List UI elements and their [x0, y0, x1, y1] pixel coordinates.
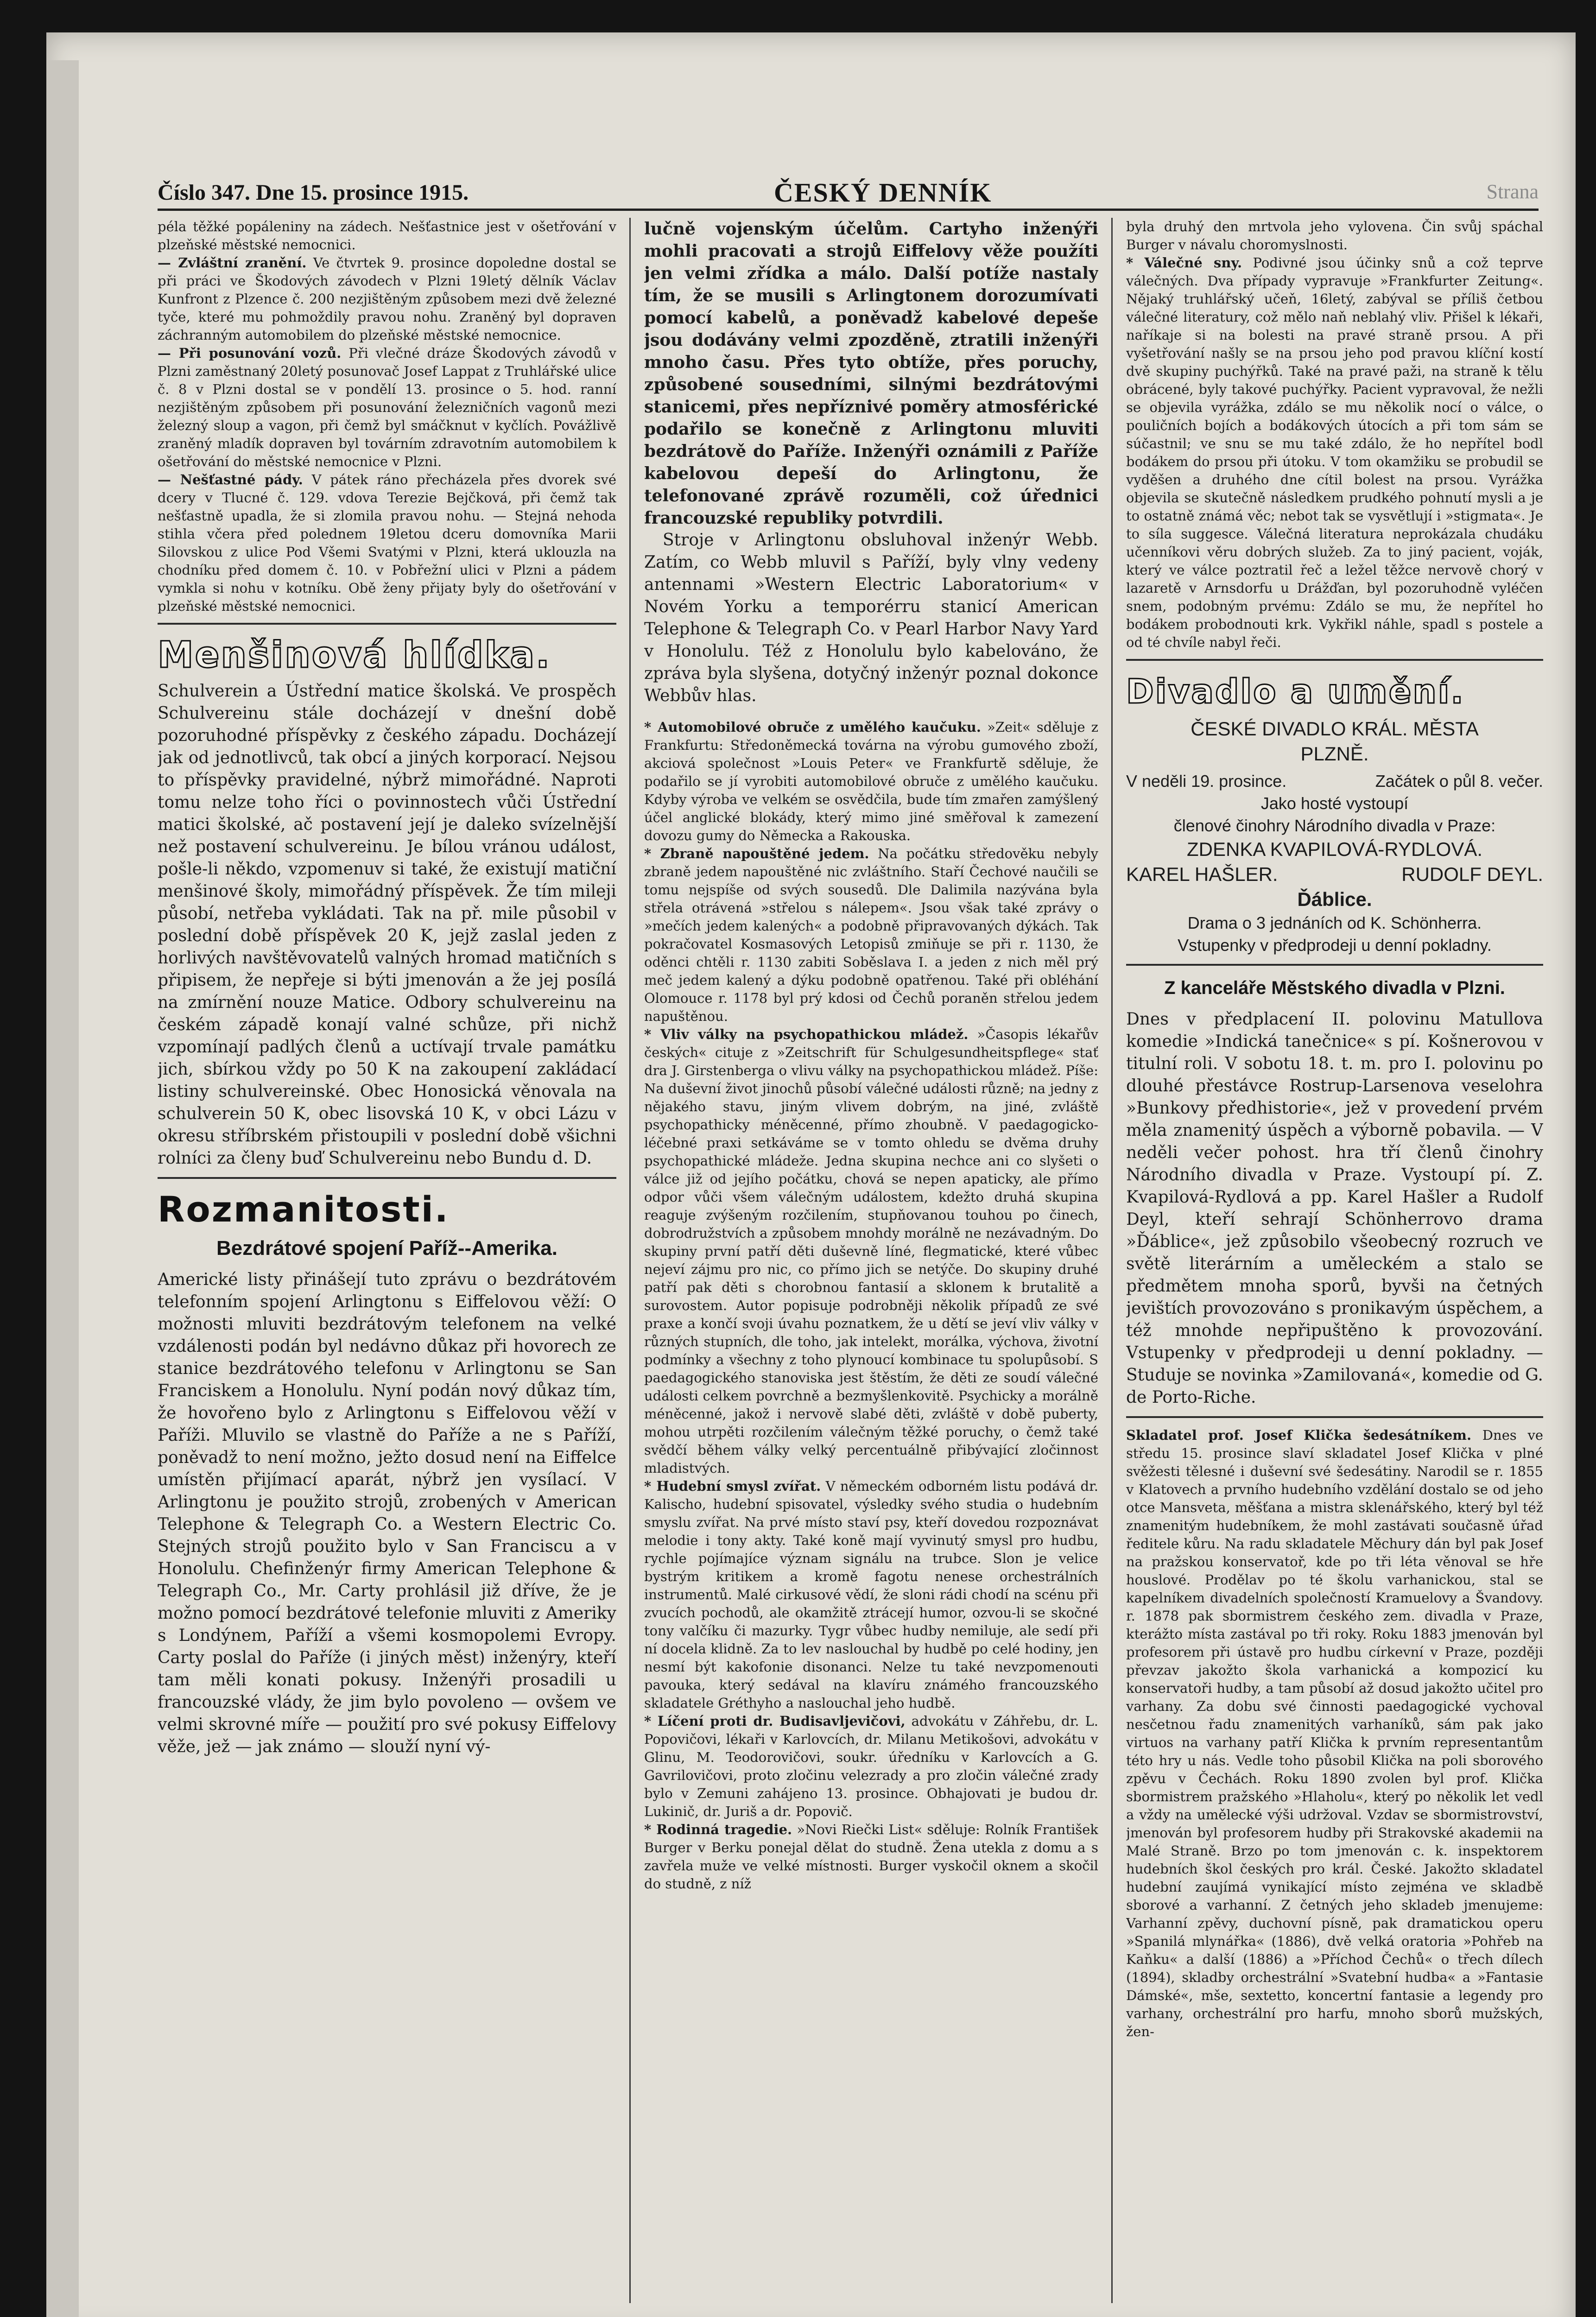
article-continuation: byla druhý den mrtvola jeho vylovena. Čin svůj spáchal Burger v návalu choromyslnosti. [1126, 219, 1543, 253]
article-body: Na počátku středověku nebyly zbraně jedem napouštěné nic zvláštního. Staří Čechové naučili se tomu nejspíše od svých sousedů. Dle Dalimila nazývána byla střela otrávená »střelou s nálepem«. Jsou však také zprávy o »mečích jedem kalených« a podobně připravovaných dýkách. Tak pokračovatel Kosmasových Letopisů zmiňuje se při r. 1130, že oděnci chtěli r. 1130 zabiti Soběslava I. a jeden z nich měl prý meč jedem kalený a dýku podobně opatřenou. Také při obléhání Olomouce r. 1178 byl prý kdosi od Čechů poraněn střelou jedem napuštěnou. [644, 846, 1098, 1024]
performance-when [1126, 770, 1543, 792]
article-title: * Zbraně napouštěné jedem. [644, 846, 869, 861]
column-2 [644, 218, 1098, 2308]
performance-start: Začátek o půl 8. večer. [1375, 772, 1543, 791]
article-title: * Rodinná tragedie. [644, 1822, 792, 1837]
article-jedem [644, 845, 1098, 1026]
article-sny [1126, 254, 1543, 652]
article-body: »Časopis lékařův českých« cituje z »Zeitschrift für Schulgesundheitspflege« stať dra J. Girstenberga o vlivu války na psychopathickou mládež. Píše: Na duševní život jinochů působí válečné události různě; na jedny z nějakého stavu, jiným vlivem dobrým, na jiné, zvláště psychopathicky méněcenné, přímo zhoubně. V paedagogicko-léčebné praxi setkáváme se v tomto ohledu se dvěma druhy psychopathické mládeže. Jedna skupina nechce ani co slyšeti o válce již od jejího počátku, chová se nepen apaticky, ale přímo odpor vůči všem válečným událostem, kdežto druhá skupina reaguje zvýšeným rozčilením, stupňovanou touhou po činech, dobrodružstvích a způsobem mnohdy morálně ne nezávadným. Do skupiny první patří děti duševně líné, flegmatické, které vůbec nejeví zájmu pro nic, co přímo jich se netýče. Do skupiny druhé patří pak děti s chorobnou fantasií a sklonem k brutalitě a surovostem. Autor popisuje podrobněji několik případů ze své praxe a končí svoji úvahu poznatkem, že u dětí se jeví vliv války v různých stupních, dle toho, jak intelekt, morálka, výchova, životní podmínky a všechny z toho plynoucí kombinace tu spolupůsobí. S paedagogického stanoviska jest štěstím, že děti ze soudí válečné události celkem povrchně a bezmyšlenkovitě. Psychicky a morálně méněcenné, jakož i nervově slabé děti, zvláště v době puberty, mohou utrpěti rozčilením válečným těžké poruchy, o čemž také svědčí během války velký percentuálně přibývající zločinnost mladistvých. [644, 1026, 1098, 1476]
article-body: Při vlečné dráze Škodových závodů v Plzni zaměstnaný 20letý posunovač Josef Lappat z Truhlářské ulice č. 8 v Plzni dostal se v pondělí 13. prosince o 5. hod. ranní nezjištěným způsobem při posunování železničních vagonů mezi železný sloup a vagon, při čemž byl smáčknut v kyčlích. Povážlivě zraněný mladík dopraven byl továrním zdravotním automobilem k ošetřování do městské nemocnice v Plzni. [158, 345, 616, 469]
section-heading-mensinova: Menšinová hlídka. [158, 634, 551, 676]
article-title: — Nešťastné pády. [158, 472, 303, 487]
article-pady [158, 471, 616, 615]
guest-intro: členové činohry Národního divadla v Praze: [1173, 816, 1496, 835]
theater-name: PLZNĚ. [1300, 743, 1369, 765]
article-body: Dnes ve středu 15. prosince slaví skladatel Josef Klička v plné svěžesti tělesné i duševní své šedesátiny. Narodil se r. 1855 v Klatovech a prvního hudebního vzdělání dostalo se od jeho otce Mansveta, měšťana a mistra sklenářského, který byl též znamenitým hudebníkem, že mohl zastávati současně úřad ředitele kůru. Na radu skladatele Měchury dán byl pak Josef na pražskou konservatoř, kde po tři léta věnoval se hře houslové. Prodělav po té školu varhanickou, stal se kapelníkem divadelních společností Kramuelovy a Švandovy. r. 1878 pak sbormistrem českého zem. divadla v Praze, kterážto místa zastával po tři roky. Roku 1883 jmenován byl profesorem při ústavě pro hudbu církevní v Praze, později převzav jakožto škola varhanická a kompozicí ku konservatoři hudby, a tam působí až dosud jakožto učitel pro varhany. Za dobu své činnosti paedagogické vychoval nesčetnou řadu znamenitých varhaníků, sám pak jako virtuos na varhany patří Klička k prvním representantům této hry u nás. Vedle toho působil Klička na poli sborového zpěvu v Čechách. Roku 1890 zvolen byl prof. Klička sbormistrem pražského »Hlaholu«, který po několik let vedl a vždy na umělecké výši udržoval. Vzdav se sbormistrovství, jmenován byl profesorem hudby při Strakovské akademii na Malé Straně. Brzo po tom jmenován c. k. inspektorem hudebních škol českých pro král. České. Jakožto skladatel hudební zaujímá vynikající místo zejména ve skladbě sborové a varhanní. Z četných jeho skladeb jmenujeme: Varhanní zpěvy, duchovní písně, pak dramatickou operu »Spanilá mlynářka« (1886), dvě velká oratoria »Pohřeb na Kaňku« a další (1886) a »Příchod Čechů« o třech dílech (1894), skladby orchestrální »Svatební hudba« a »Fantasie Dámské«, mše, sextetto, koncertní fantasie a legendy pro varhany, orchestrální pro harfu, mnoho sborů mužských, žen- [1126, 1427, 1543, 2039]
article-body: V německém odborném listu podává dr. Kalischo, hudební spisovatel, výsledky svého studia o hudebním smyslu zvířat. Na prvé místo staví psy, kteří dovedou rozpoznávat melodie i tony akty. Také koně mají vyvinutý smysl pro hudbu, rychle pojímajíce význam signálu na trubce. Slon je velice bystrým kritikem a kromě fagotu nenese orchestrálních instrumentů. Malé cirkusové vědí, že sloni rádi chodí na scénu při zvucích pochodů, ale okamžitě ztrácejí humor, ozvou-li se skočné tony valčíku či mazurky. Tygr vůbec hudby nemiluje, ale sedí při ní docela klidně. Za to lev naslouchal by hudbě po celé hodiny, jen nesmí být kakofonie disonanci. Nelze tu také nevzpomenouti pavouka, který sedával na klavíru známého francouzského skladatele Gréthyho a naslouchal jeho hudbě. [644, 1478, 1098, 1711]
article-continuation: lučně vojenským účelům. Cartyho inženýři mohli pracovati a strojů Eiffelovy věže použíti jen velmi zřídka a málo. Další potíže nastaly tím, že se musili s Arlingtonem dorozumívati pomocí kabelů, a poněvadž kabelové depeše jsou dodávány velmi zpozděně, ztratili inženýři mnoho času. Přes tyto obtíže, přes poruchy, způsobené sousedními, silnými bezdrátovými stanicemi, přes nepříznivé poměry atmosférické podařilo se konečně z Arlingtonu mluviti bezdrátově do Paříže. Inženýři oznámili z Paříže kabelovou depeší do Arlingtonu, že telefonované zprávě rozuměli, což úřednici francouzské republiky potvrdili. [644, 219, 1098, 528]
masthead [158, 148, 1539, 211]
article-title: Skladatel prof. Josef Klička šedesátníkem. [1126, 1427, 1472, 1443]
article-budisavljevic [644, 1712, 1098, 1821]
article-body: »Novi Riečki List« sděluje: Rolník František Burger v Berku ponejal dělat do studně. Žena utekla z domu a s zavřela muže ve velké místnosti. Burger vyskočil oknem a skočil do studně, z níž [644, 1822, 1098, 1892]
guest-name: KAREL HAŠLER. [1126, 863, 1278, 885]
article-title: — Zvláštní zranění. [158, 255, 307, 271]
article-title: * Válečné sny. [1126, 255, 1242, 271]
article-title: — Při posunování vozů. [158, 345, 342, 361]
article-hudebni [644, 1477, 1098, 1712]
column-3 [1126, 218, 1543, 2308]
article-tragedie [644, 1821, 1098, 1893]
play-description: Drama o 3 jednáních od K. Schönherra. [1187, 913, 1482, 932]
article-body: advokátu v Záhřebu, dr. L. Popovičovi, lékaři v Karlovcích, dr. Milanu Metikošovi, advokátu v Glinu, M. Teodorovičovi, soukr. úředníku v Karlovcích a G. Gavrilovičovi, proto zločinu velezrady a pro zločin válečné zrady bylo v Zemuni zahájeno 13. prosince. Obhajovati je budou dr. Lukinič, dr. Juriš a dr. Popovič. [644, 1713, 1098, 1819]
article-bezdratove: Americké listy přinášejí tuto zprávu o bezdrátovém telefonním spojení Arlingtonu s Eiffelovou věží: O možnosti mluviti bezdrátovým telefonem na velké vzdálenosti podán byl nedávno důkaz při hovorech ze stanice bezdrátového telefonu v Arlingtonu se San Franciskem a Honolulu. Nyní podán nový důkaz tím, že hovořeno bylo z Arlingtonu s Eiffelovou věží v Paříži. Mluvilo se vlastně do Paříže a ne s Paříží, poněvadž to není možno, ježto dosud není na Eiffelce umístěn přijímací aparát, nýbrž jen vysílací. V Arlingtonu je použito strojů, zrobených v American Telephone & Telegraph Co. a Western Electric Co. Stejných strojů použito bylo v San Franciscu a v Honolulu. Chefinženýr firmy American Telephone & Telegraph Co., Mr. Carty prohlásil již dříve, že je možno pomocí bezdrátové telefonie mluviti z Ameriky s Londýnem, Paříží a všemi kosmopolemi Evropy. Carty poslal do Paříže (i jiných měst) inženýry, kteří tam měli konati pokusy. Inženýři prosadili u francouzské vlády, že jim bylo povoleno — ovšem ve velmi skrovné míře — použití pro své pokusy Eiffelovy věže, jež — jak známo — slouží nyní vý- [158, 1270, 616, 1756]
article-posunovani [158, 344, 616, 471]
ticket-info: Vstupenky v předprodeji u denní pokladny. [1178, 936, 1492, 955]
guest-names [1126, 862, 1543, 887]
article-mensinova: Schulverein a Ústřední matice školská. Ve prospěch Schulvereinu stále docházejí v dnešní době pozoruhodné příspěvky z českého západu. Docházejí jak od jednotlivců, tak obcí a jiných korporací. Nejsou to příspěvky pravidelné, nýbrž mimořádné. Naproti tomu nelze toho říci o povinnostech vůči Ústřední matici školské, ač postavení její je daleko svízelnější než postavení schulvereinu. Je bílou vránou událost, pošle-li někdo, vzpomenuv si také, že existují matiční menšinové školy, mimořádný příspěvek. Že tím mileji působí, netřeba vykládati. Tak na př. mile působil v poslední době příspěvek 20 K, jejž zaslal jeden z horlivých navštěvovatelů valných hromad matičních s připisem, že nepřeje si býti jmenován a že jej posílá na zmírnění nouze Matice. Odbory schulvereinu na českém západě konají valné schůze, při nichž vzpomínají padlých členů a uctívají trvale památku jich, sbírkou vždy po 50 K na zakoupení zakládací listiny schulvereinské. Obec Honosická věnovala na schulverein 50 K, obec lisovská 10 K, v obci Lázu v okresu stříbrském přistoupili v poslední době všichni rolníci za členy buď Schulvereinu nebo Bundu d. D. [158, 682, 616, 1168]
article-klicka [1126, 1426, 1543, 2041]
section-divider [1126, 659, 1543, 661]
article-body: Ve čtvrtek 9. prosince dopoledne dostal se při práci ve Škodových závodech v Plzni 19letý dělník Václav Kunfront z Plzence č. 200 nezjištěným způsobem mezi dvě železné tyče, které mu pohmoždily pravou nohu. Zraněný byl dopraven záchranným automobilem do plzeňské městské nemocnice. [158, 255, 616, 343]
article-webb: Stroje v Arlingtonu obsluhoval inženýr Webb. Zatím, co Webb mluvil s Paříží, byly vlny vedeny antennami »Western Electric Laboratorium« v Novém Yorku a temporérru stanicí American Telephone & Telegraph Co. v Pearl Harbor Navy Yard v Honolulu. Též z Honolulu bylo kabelováno, že zpráva byla slyšena, dotyčný inženýr poznal dokonce Webbův hlas. [644, 531, 1098, 705]
article-mladez [644, 1026, 1098, 1477]
performance-date: V neděli 19. prosince. [1126, 772, 1287, 791]
article-body: »Zeit« sděluje z Frankfurtu: Středoněmecká továrna na výrobu gumového zboží, akciová společnost »Louis Peter« ve Frankfurtě sděluje, že podařilo se jí vyrobiti automobilové obruče z umělého kaučuku. Kdyby výroba ve velkém se osvědčila, bude tím zmařen zamýšlený účel anglické blokády, který mimo jiné směřoval k zamezení dovozu gumy do Německa a Rakouska. [644, 719, 1098, 843]
paper-title: ČESKÝ DENNÍK [774, 177, 992, 208]
guest-intro: Jako hosté vystoupí [1260, 794, 1409, 813]
article-body: Podivné jsou účinky snů a což teprve válečných. Dva případy vypravuje »Frankfurter Zeitung«. Nějaký truhlářský učeň, 16letý, zabýval se příliš četbou válečné literatury, což mělo naň neblahý vliv. Přišel k lékaři, naříkaje si na bolesti na pravé straně prsou. A při vyšetřování našly se na prsou jeho pod pravou klíční kostí dvě skupiny puchýřků. Také na pravé paži, na straně k tělu obrácené, byly takové puchýřky. Pacient vypravoval, že nežli se objevila vyrážka, zdálo se mu několik nocí o válce, o pouličních bojích a bodákových útocích a při tom sám se súčastnil; ve snu se mu také zdálo, že ho nepřítel bodl bodákem do prsou při útoku. V tom okamžiku se probudil se vyděšen a druhého dne cítil bolest na prsou. Vyrážka objevila se skutečně následkem prudkého pohnutí mysli a je to ostatně známá věc; nebot tak se vysvětlují i »stigmata«. Je to síla suggesce. Válečná literatura neprokázala chudáku učenníkovi věru dobrých služeb. Za to jiný pacient, voják, který ve válce poztratil řeč a ležel těžce nervově chorý v lazaretě v Arnsdorfu u Drážďan, byl pozoruhodně vyléčen snem, podobným prvému: Zdálo se mu, že nepřítel ho bodákem probodnouti krk. Vykřikl náhle, spadl s postele a od té chvíle nabyl řeči. [1126, 255, 1543, 650]
issue-date: Číslo 347. Dne 15. prosince 1915. [158, 180, 469, 205]
section-divider [158, 1177, 616, 1179]
column-1 [158, 218, 616, 2308]
play-title: Ďáblice. [1297, 888, 1372, 910]
article-obruce [644, 718, 1098, 845]
guest-name: RUDOLF DEYL. [1401, 863, 1543, 885]
article-title: * Líčení proti dr. Budisavljevičovi, [644, 1713, 906, 1729]
section-divider [1126, 1416, 1543, 1418]
previous-page-edge [46, 60, 79, 2317]
section-divider [158, 623, 616, 625]
theater-name: ČESKÉ DIVADLO KRÁL. MĚSTA [1191, 718, 1479, 740]
article-heading-bezdratove: Bezdrátové spojení Paříž--Amerika. [216, 1237, 557, 1260]
article-body: V pátek ráno přecházela přes dvorek své dcery v Tlucné č. 129. vdova Terezie Bejčková, při čemž tak nešťastně upadla, že si zlomila pravou nohu. — Stejná nehoda stihla včera před polednem 19letou dceru domovníka Marii Silovskou z ulice Pod Všemi Svatými v Plzni, která uklouzla na chodníku před domem č. 10. v Pobřežní ulici v Plzni a pádem vymkla si nohu v kotníku. Obě ženy přijaty byly do ošetřování v plzeňské městské nemocnici. [158, 472, 616, 614]
article-title: * Vliv války na psychopathickou mládež. [644, 1026, 969, 1042]
guest-name: ZDENKA KVAPILOVÁ-RYDLOVÁ. [1187, 838, 1482, 860]
article-continuation: péla těžké popáleniny na zádech. Nešťastnice jest v ošetřování v plzeňské městské nemocnici. [158, 219, 616, 253]
article-heading-kancelar: Z kanceláře Městského divadla v Plzni. [1164, 978, 1505, 998]
section-divider [1126, 964, 1543, 966]
article-title: * Hudební smysl zvířat. [644, 1478, 821, 1494]
column-rule-1 [629, 218, 631, 2303]
column-rule-2 [1111, 218, 1113, 2303]
newspaper-page [46, 32, 1576, 2317]
section-heading-divadlo: Divadlo a umění. [1126, 672, 1465, 711]
section-heading-rozmanitosti: Rozmanitosti. [158, 1189, 450, 1230]
theater-announcement [1126, 716, 1543, 956]
article-title: * Automobilové obruče z umělého kaučuku. [644, 719, 981, 735]
article-zraneni [158, 254, 616, 344]
article-kancelar: Dnes v předplacení II. polovinu Matullova komedie »Indická tanečnice« s pí. Košnerovou v titulní roli. V sobotu 18. t. m. pro I. polovinu po dlouhé přestávce Rostrup-Larsenova veselohra »Bunkovy předhistorie«, jež v provedení prvém měla znamenitý úspěch a výborně pobavila. — V neděli večer pohost. hra tří členů činohry Národního divadla v Praze. Vystoupí pí. Z. Kvapilová-Rydlová a pp. Karel Hašler a Rudolf Deyl, kteří sehrají Schönherrovo drama »Ďáblice«, jež způsobilo všeobecný rozruch ve světě literárním a uměleckém a stalo se předmětem mnoha sporů, byvši na četných jevištích provozováno s pronikavým úspěchem, a též mnohde nepřipuštěno k provozování. Vstupenky v předprodeji u denní pokladny. — Studuje se novinka »Zamilovaná«, komedie od G. de Porto-Riche. [1126, 1010, 1543, 1407]
page-label: Strana [1486, 180, 1539, 203]
